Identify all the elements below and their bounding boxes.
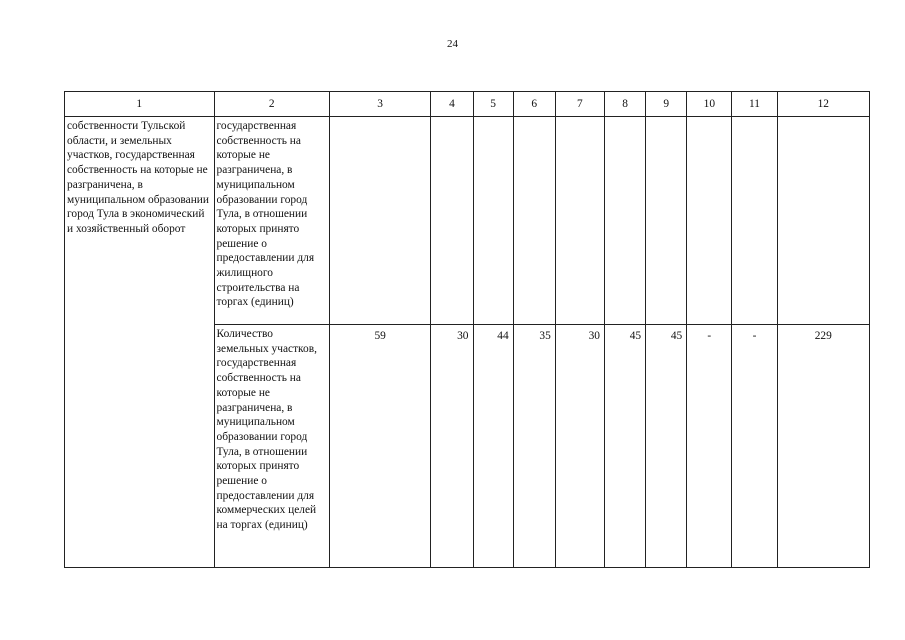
column-header: 8: [604, 92, 645, 117]
column-header: 1: [65, 92, 215, 117]
column-header: 9: [646, 92, 687, 117]
value-cell: [732, 117, 777, 325]
value-cell: 30: [431, 325, 473, 568]
value-cell: 45: [604, 325, 645, 568]
value-cell: 30: [555, 325, 604, 568]
value-cell: [431, 117, 473, 325]
indicator-cell: государственная собственность на которые не разграничена, в муниципальном образовании город Тула, в отношении которых принято решение о предоставлении для жилищного строительства на торгах (единиц): [214, 117, 329, 325]
column-header: 2: [214, 92, 329, 117]
indicator-cell: Количество земельных участков, государственная собственность на которые не разграничена, в муниципальном образовании город Тула, в отношении которых принято решение о предоставлении для коммерческих целей на торгах (единиц): [214, 325, 329, 568]
column-header: 10: [687, 92, 732, 117]
column-header: 5: [473, 92, 513, 117]
column-header: 12: [777, 92, 869, 117]
column-header: 3: [329, 92, 430, 117]
column-header: 7: [555, 92, 604, 117]
table-row: [65, 117, 870, 325]
value-cell: -: [732, 325, 777, 568]
value-cell: [777, 117, 869, 325]
column-header: 11: [732, 92, 777, 117]
value-cell: 59: [329, 325, 430, 568]
page-number: 24: [447, 38, 458, 50]
column-header: 6: [513, 92, 555, 117]
value-cell: [329, 117, 430, 325]
value-cell: 229: [777, 325, 869, 568]
header-row: [65, 92, 870, 117]
value-cell: [555, 117, 604, 325]
value-cell: 44: [473, 325, 513, 568]
value-cell: [646, 117, 687, 325]
indicators-table: [64, 91, 870, 568]
value-cell: 35: [513, 325, 555, 568]
value-cell: -: [687, 325, 732, 568]
value-cell: 45: [646, 325, 687, 568]
column-header: 4: [431, 92, 473, 117]
value-cell: [473, 117, 513, 325]
task-description-cell: собственности Тульской области, и земельных участков, государственная собственность на которые не разграничена, в муниципальном образовании город Тула в экономический и хозяйственный оборот: [65, 117, 215, 568]
value-cell: [604, 117, 645, 325]
value-cell: [513, 117, 555, 325]
value-cell: [687, 117, 732, 325]
